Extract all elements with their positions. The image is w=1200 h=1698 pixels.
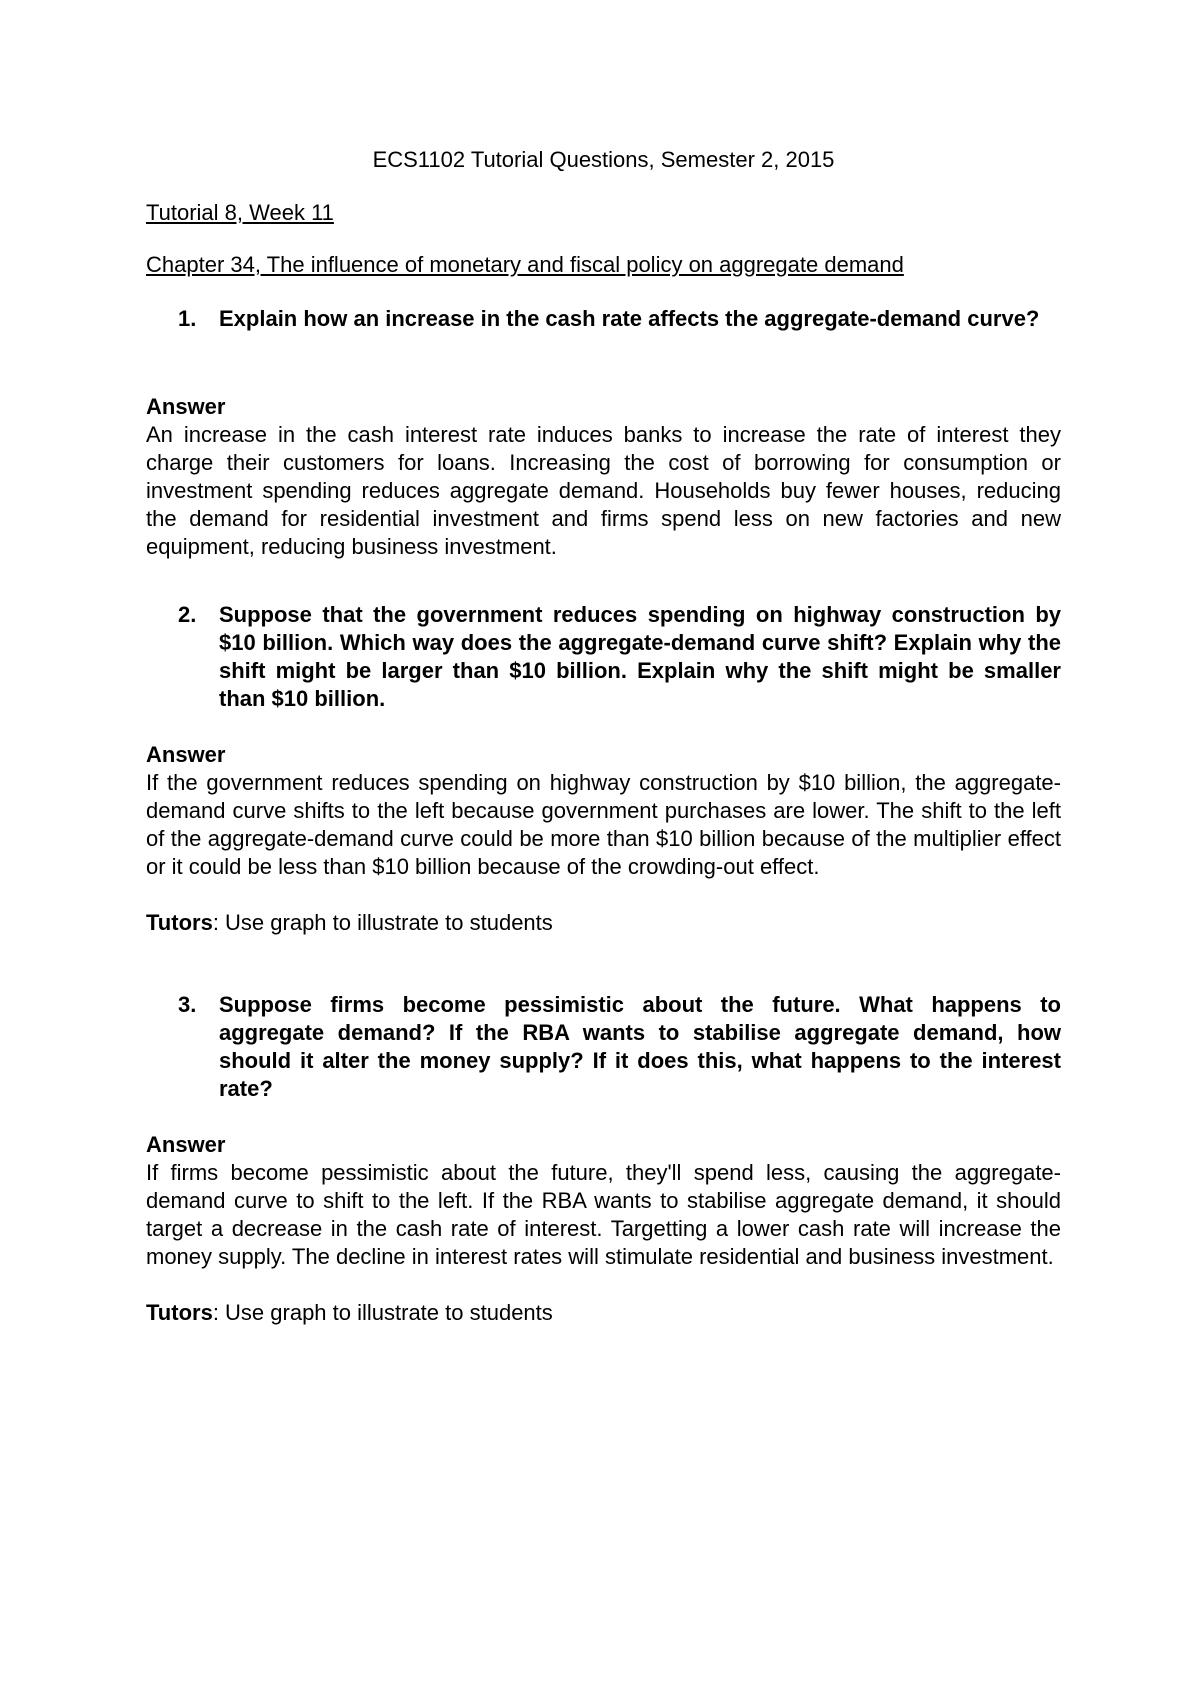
question-number: 2. — [178, 602, 197, 627]
question-number: 1. — [178, 306, 197, 331]
document-title: ECS1102 Tutorial Questions, Semester 2, 2015 — [372, 147, 835, 172]
chapter-heading: Chapter 34, The influence of monetary and fiscal policy on aggregate demand — [146, 252, 904, 277]
answer-text-1: An increase in the cash interest rate induces banks to increase the rate of interest they charge their customers for loans. Increasing the cost of borrowing for consumption or investment spending reduces aggregate demand. Households buy fewer houses, reducing the demand for residential investment and firms spend less on new factories and new equipment, reducing business investment. — [146, 422, 1061, 559]
answer-text-2: If the government reduces spending on highway construction by $10 billion, the aggregate-demand curve shifts to the left because government purchases are lower. The shift to the left of the aggregate-demand curve could be more than $10 billion because of the multiplier effect or it could be less than $10 billion because of the crowding-out effect. — [146, 770, 1061, 879]
tutorial-heading: Tutorial 8, Week 11 — [146, 200, 334, 225]
document-page — [146, 0, 1061, 1698]
answer-text-3: If firms become pessimistic about the future, they'll spend less, causing the aggregate-demand curve to shift to the left. If the RBA wants to stabilise aggregate demand, it should target a decrease in the cash rate of interest. Targetting a lower cash rate will increase the money supply. The decline in interest rates will stimulate residential and business investment. — [146, 1160, 1061, 1269]
question-3 — [146, 991, 1061, 1103]
question-number: 3. — [178, 992, 197, 1017]
tutor-text: : Use graph to illustrate to students — [212, 1300, 553, 1325]
answer-label-3: Answer — [146, 1132, 226, 1157]
question-text: Suppose firms become pessimistic about the future. What happens to aggregate demand? If the RBA wants to stabilise aggregate demand, how should it alter the money supply? If it does this, what happens to the interest rate? — [219, 992, 1061, 1101]
tutor-label: Tutors — [146, 910, 213, 935]
question-text: Suppose that the government reduces spending on highway construction by $10 billion. Which way does the aggregate-demand curve shift? Explain why the shift might be larger than $10 billion. Explain why the shift might be smaller than $10 billion. — [219, 602, 1061, 711]
tutor-note-3 — [146, 1299, 553, 1327]
question-2 — [146, 601, 1061, 713]
question-1 — [146, 305, 1061, 333]
tutor-text: : Use graph to illustrate to students — [212, 910, 553, 935]
question-text: Explain how an increase in the cash rate affects the aggregate-demand curve? — [219, 306, 1040, 331]
answer-label-1: Answer — [146, 394, 226, 419]
answer-label-2: Answer — [146, 742, 226, 767]
tutor-label: Tutors — [146, 1300, 213, 1325]
tutor-note-2 — [146, 909, 553, 937]
